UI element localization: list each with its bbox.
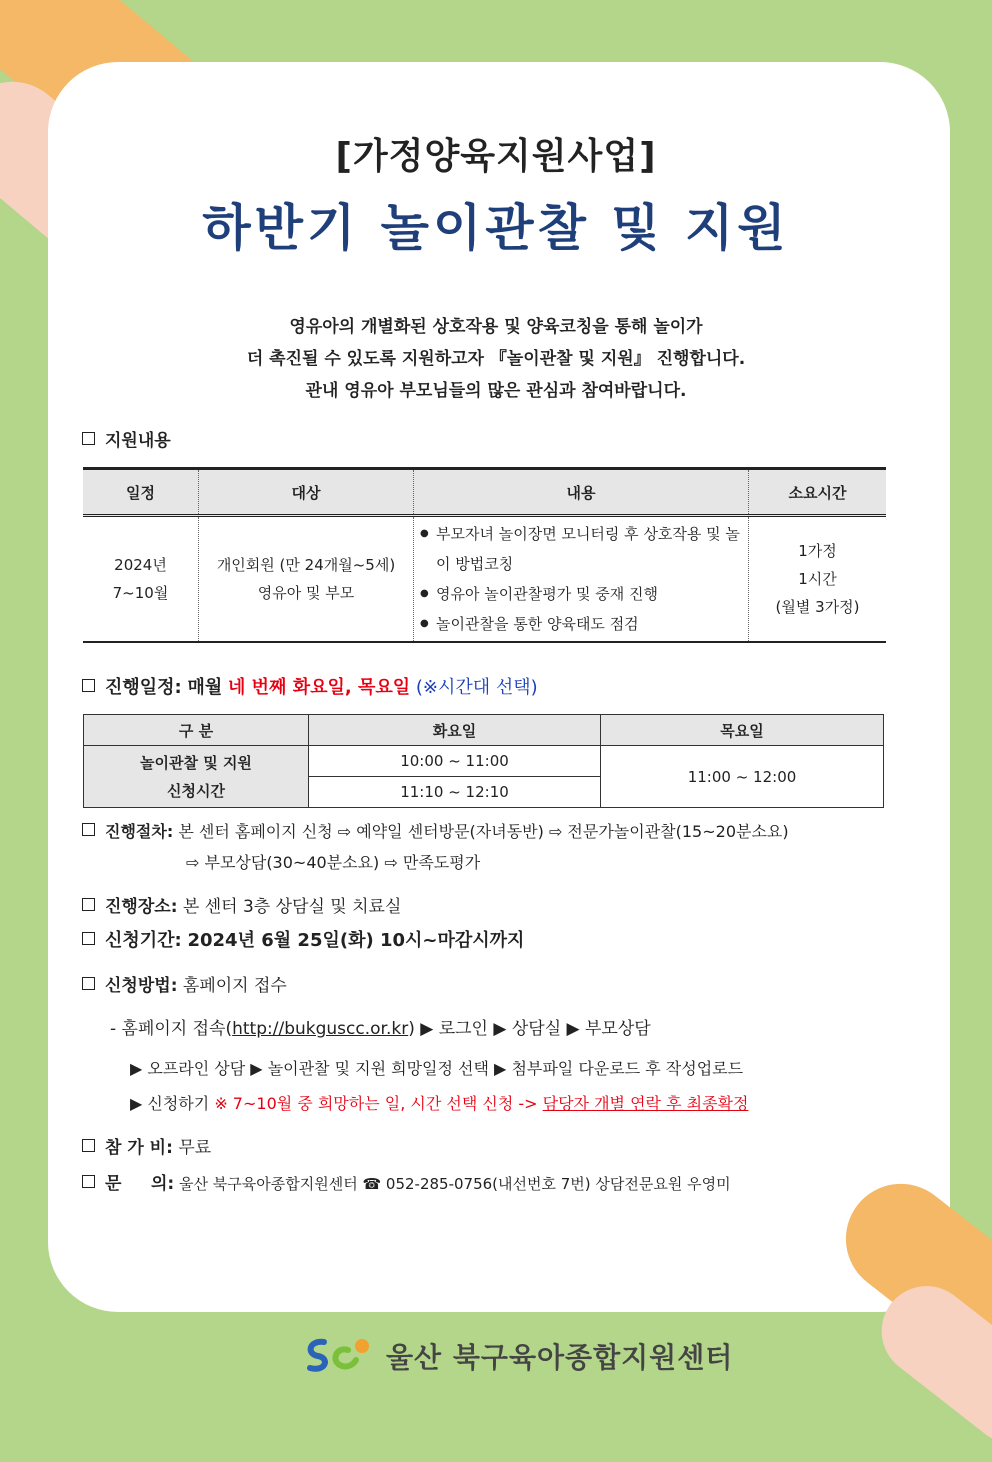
thursday-slot: 11:00 ~ 12:00	[601, 746, 884, 808]
inquiry: 문 의: 울산 북구육아종합지원센터 ☎ 052-285-0756(내선번호 7번) 상담전문요원 우영미	[82, 1169, 731, 1194]
center-logo-icon	[304, 1332, 374, 1376]
col-header: 내용	[414, 469, 749, 516]
procedure-line2: ⇨ 부모상담(30~40분소요) ⇨ 만족도평가	[186, 853, 481, 872]
subtitle: [가정양육지원사업]	[335, 136, 657, 177]
col-header: 소요시간	[749, 469, 887, 516]
duration-cell: 1가정 1시간 (월별 3가정)	[749, 516, 887, 643]
venue: 진행장소: 본 센터 3층 상담실 및 치료실	[82, 892, 401, 917]
schedule-cell: 2024년 7~10월	[83, 516, 199, 643]
intro-line: 더 촉진될 수 있도록 지원하고자 『놀이관찰 및 지원』 진행합니다.	[246, 349, 746, 369]
footer-org-name: 울산 북구육아종합지원센터	[386, 1341, 734, 1374]
support-heading: 지원내용	[82, 426, 171, 451]
checkbox-icon	[82, 898, 95, 911]
checkbox-icon	[82, 977, 95, 990]
checkbox-icon	[82, 932, 95, 945]
intro-line: 관내 영유아 부모님들의 많은 관심과 참여바랍니다.	[305, 381, 687, 401]
tuesday-slot: 11:10 ~ 12:10	[309, 777, 601, 808]
support-table	[83, 467, 886, 643]
checkbox-icon	[82, 1175, 95, 1188]
procedure: 진행절차: 본 센터 홈페이지 신청 ⇨ 예약일 센터방문(자녀동반) ⇨ 전문가놀이관찰(15~20분소요)	[82, 819, 789, 842]
period: 신청기간: 2024년 6월 25일(화) 10시~마감시까지	[82, 926, 524, 952]
progress-schedule: 진행일정: 매월 네 번째 화요일, 목요일 (※시간대 선택)	[82, 673, 538, 699]
method-step3: ▶ 신청하기 ※ 7~10월 중 희망하는 일, 시간 선택 신청 -> 담당자 개별 연락 후 최종확정	[130, 1094, 749, 1113]
target-cell: 개인회원 (만 24개월~5세) 영유아 및 부모	[199, 516, 414, 643]
homepage-link[interactable]: http://bukguscc.or.kr	[232, 1019, 409, 1039]
method: 신청방법: 홈페이지 접수	[82, 971, 287, 996]
list-item: ● 부모자녀 놀이장면 모니터링 후 상호작용 및 놀이 방법코칭	[436, 519, 744, 579]
content-cell	[414, 516, 749, 643]
list-item: ● 놀이관찰을 통한 양육태도 점검	[436, 609, 744, 639]
col-header: 구 분	[84, 715, 309, 746]
col-header: 대상	[199, 469, 414, 516]
checkbox-icon	[82, 679, 95, 692]
intro-line: 영유아의 개별화된 상호작용 및 양육코칭을 통해 놀이가	[289, 317, 703, 337]
fee: 참 가 비: 무료	[82, 1133, 211, 1158]
method-step1: - 홈페이지 접속(http://bukguscc.or.kr) ▶ 로그인 ▶ 상담실 ▶ 부모상담	[110, 1019, 651, 1039]
checkbox-icon	[82, 1139, 95, 1152]
col-header: 일정	[83, 469, 199, 516]
list-item: ● 영유아 놀이관찰평가 및 중재 진행	[436, 579, 744, 609]
table-row	[83, 516, 886, 643]
checkbox-icon	[82, 432, 95, 445]
page-title: 하반기 놀이관찰 및 지원	[202, 199, 790, 257]
checkbox-icon	[82, 823, 95, 836]
schedule-table	[83, 714, 884, 808]
col-header: 목요일	[601, 715, 884, 746]
tuesday-slot: 10:00 ~ 11:00	[309, 746, 601, 777]
method-step2: ▶ 오프라인 상담 ▶ 놀이관찰 및 지원 희망일정 선택 ▶ 첨부파일 다운로드 후 작성업로드	[130, 1059, 744, 1078]
row-label: 놀이관찰 및 지원 신청시간	[84, 746, 309, 808]
col-header: 화요일	[309, 715, 601, 746]
